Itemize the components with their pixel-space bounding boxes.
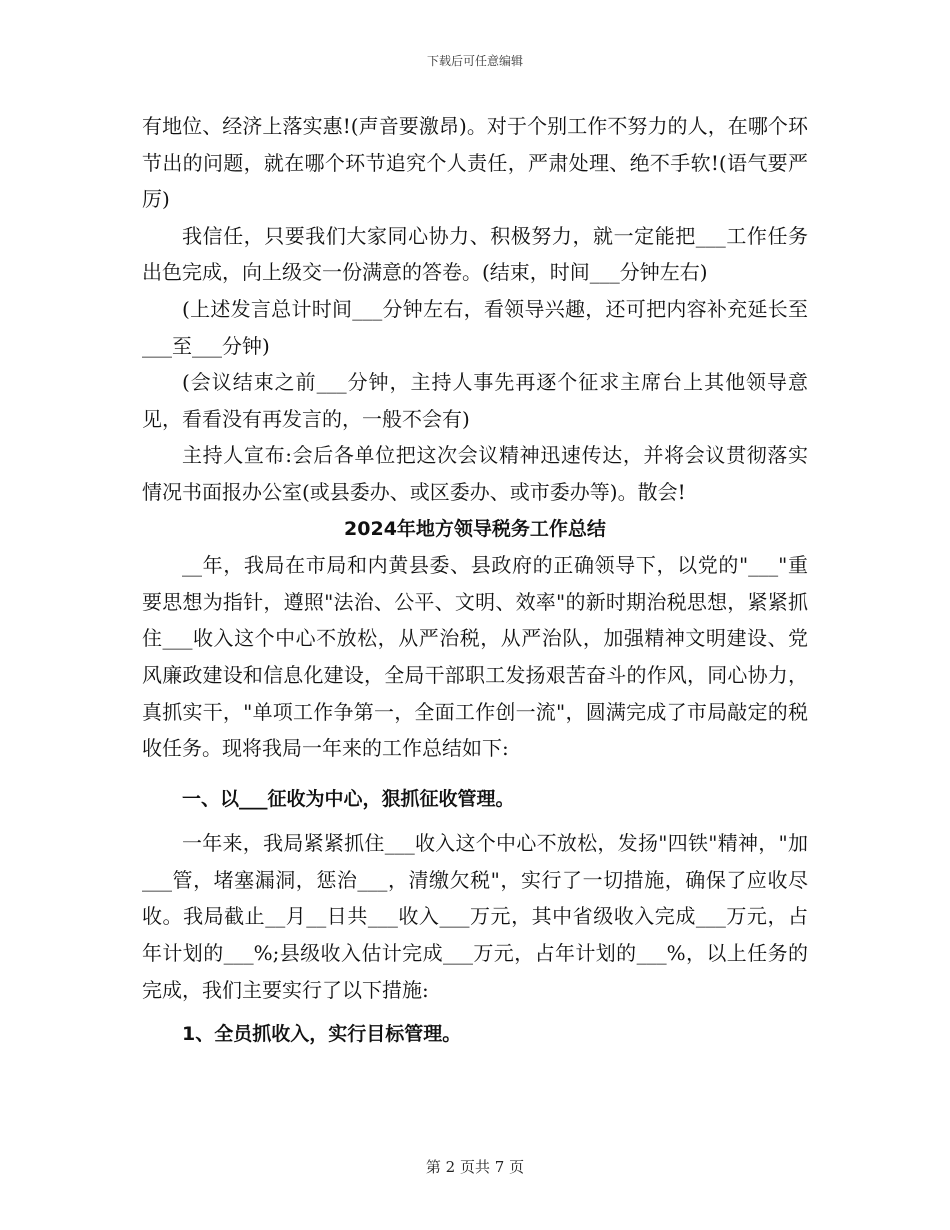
section-title: 2024年地方领导税务工作总结 <box>344 517 606 540</box>
paragraph-2: 我信任，只要我们大家同心协力、积极努力，就一定能把___工作任务出色完成，向上级交一份满意的答卷。(结束，时间___分钟左右) <box>142 223 808 285</box>
page-header: 下载后可任意编辑 <box>426 54 523 68</box>
paragraph-3: (上述发言总计时间___分钟左右，看领导兴趣，还可把内容补充延长至___至___分钟) <box>142 296 808 358</box>
paragraph-5: 主持人宣布:会后各单位把这次会议精神迅速传达，并将会议贯彻落实情况书面报办公室(或县委办、或区委办、或市委办等)。散会! <box>142 443 808 504</box>
paragraph-7: 一年来，我局紧紧抓住___收入这个中心不放松，发扬"四铁"精神，"加___管，堵塞漏洞，惩治___，清缴欠税"，实行了一切措施，确保了应收尽收。我局截止__月__日共___收入___万元，其中省级收入完成___万元，占年计划的___%;县级收入估计完成___万元，占年计划的___%，以上任务的完成，我们主要实行了以下措施: <box>142 831 808 1002</box>
heading-2: 1、全员抓收入，实行目标管理。 <box>182 1023 462 1046</box>
paragraph-1: 有地位、经济上落实惠!(声音要激昂)。对于个别工作不努力的人，在哪个环节出的问题，就在哪个环节追究个人责任，严肃处理、绝不手软!(语气要严厉) <box>142 114 808 212</box>
heading-1: 一、以___征收为中心，狠抓征收管理。 <box>182 787 515 810</box>
paragraph-4: (会议结束之前___分钟，主持人事先再逐个征求主席台上其他领导意见，看看没有再发言的，一般不会有) <box>142 370 808 431</box>
paragraph-6: __年，我局在市局和内黄县委、县政府的正确领导下，以党的"___"重要思想为指针，遵照"法治、公平、文明、效率"的新时期治税思想，紧紧抓住___收入这个中心不放松，从严治税，从严治队，加强精神文明建设、党风廉政建设和信息化建设，全局干部职工发扬艰苦奋斗的作风，同心协力，真抓实干，"单项工作争第一，全面工作创一流"，圆满完成了市局敲定的税收任务。现将我局一年来的工作总结如下: <box>142 553 808 761</box>
page-footer: 第 2 页共 7 页 <box>425 1158 525 1176</box>
document-body <box>142 108 808 1053</box>
